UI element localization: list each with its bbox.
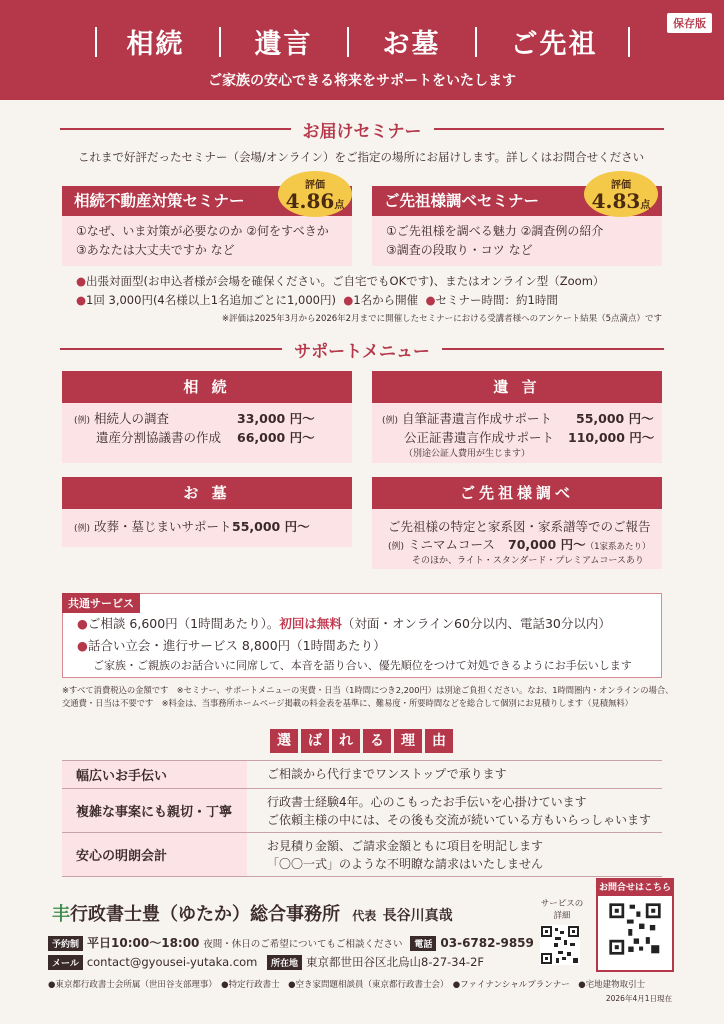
bullet-icon: ●: [425, 293, 436, 307]
menu-unit: （1家系あたり）: [585, 542, 651, 552]
service-qr-label-line: サービスの: [540, 899, 584, 909]
divider: [219, 27, 221, 57]
service-qr-label: [538, 897, 586, 921]
office-name-line: [52, 900, 453, 926]
rating-unit: 点: [334, 200, 345, 211]
reason-text: 行政書士経験4年。心のこもったお手伝いを心掛けています: [267, 795, 587, 809]
tel-link[interactable]: 03-6782-9859: [440, 936, 534, 950]
hours-label: 予約制: [48, 936, 83, 951]
seminar-box-body: [62, 216, 352, 266]
reason-key: 複雑な事案にも親切・丁寧: [62, 789, 247, 832]
rating-value: 4.86: [285, 189, 335, 213]
seminar-heading: [60, 119, 664, 142]
footnote-2: 交通費・日当は不要です ※料金は、当事務所ホームページ掲載の料金表を基準に、難易度・所要時間などを総合して個別にお見積りします（見積無料）: [62, 698, 633, 708]
seminar-box-line: ③調査の段取り・コツ など: [386, 243, 533, 257]
seminar-format-text: 出張対面型(お申込者様が会場を確保ください。ご自宅でもOKです)、またはオンライン型（Zoom）: [86, 274, 605, 288]
reasons-title-char: ば: [301, 729, 329, 753]
seminar-intro: これまで好評だったセミナー（会場/オンライン）をご指定の場所にお届けします。詳しくはお問合せください: [78, 150, 645, 164]
tag-yuigon: 遺言: [254, 29, 313, 60]
menu-item: ミニマムコース: [408, 537, 495, 552]
reason-key: 安心の明朗会計: [62, 833, 247, 876]
reason-text: ご依頼主様の中には、その後も交流が続いている方もいらっしゃいます: [267, 813, 652, 827]
header-subtitle: ご家族の安心できる将来をサポートをいたします: [208, 73, 516, 89]
reason-text: 「〇〇一式」のような不明瞭な請求はいたしません: [267, 857, 544, 871]
menu-item: 遺産分割協議書の作成: [96, 430, 222, 445]
menu-title: 相 続: [62, 371, 352, 403]
support-title: サポートメニュー: [294, 341, 430, 362]
address-label: 所在地: [267, 955, 302, 970]
menu-row: [74, 409, 169, 427]
reason-row: [62, 789, 662, 833]
reasons-title-char: る: [363, 729, 391, 753]
reasons-title: [270, 729, 453, 753]
reason-row: [62, 761, 662, 789]
issue-date: 2026年4月1日現在: [605, 994, 672, 1003]
seminar-info-format: [76, 273, 604, 289]
menu-price: 110,000 円～: [568, 430, 655, 445]
reason-text: お見積り金額、ご請求金額ともに項目を明記します: [267, 839, 544, 853]
header-banner: [0, 0, 724, 100]
example-label: (例): [382, 416, 399, 426]
menu-yuigon: [372, 371, 662, 463]
menu-title: 遺 言: [372, 371, 662, 403]
seminar-time-text: セミナー時間：約1時間: [435, 293, 558, 307]
menu-row: [388, 535, 495, 553]
menu-note: そのほか、ライト・スタンダード・プレミアムコースあり: [412, 556, 644, 566]
common-line-desc: ご家族・ご親族のお話合いに同席して、本音を語り合い、優先順位をつけて対処できるようにお手伝いします: [93, 659, 632, 672]
contact-qr-label: お問合せはこちら: [598, 880, 672, 896]
bullet-icon: ●: [77, 616, 88, 631]
mail-link[interactable]: contact@gyousei-yutaka.com: [86, 955, 258, 969]
consult-conditions: （対面・オンライン60分以内、電話30分以内）: [341, 616, 611, 631]
keep-badge: 保存版: [667, 13, 712, 33]
menu-price: 70,000 円～: [508, 537, 586, 552]
bullet-icon: ●: [76, 293, 87, 307]
mail-line: [48, 954, 484, 970]
affiliations: ●東京都行政書士会所属（世田谷支部理事） ●特定行政書士 ●空き家問題相談員（東京都行政書士会） ●ファイナンシャルプランナー ●宅地建物取引士: [48, 980, 646, 990]
menu-souzoku: [62, 371, 352, 463]
free-first-label: 初回は無料: [279, 616, 342, 631]
example-label: (例): [74, 416, 91, 426]
office-name: 行政書士豊（ゆたか）総合事務所: [70, 904, 340, 925]
menu-price-wrap: [508, 535, 651, 553]
service-qr-code[interactable]: [540, 925, 580, 965]
menu-desc: ご先祖様の特定と家系図・家系譜等でのご報告: [388, 519, 651, 534]
seminar-price-text: 1回 3,000円(4名様以上1名追加ごとに1,000円): [86, 293, 336, 307]
tel-label: 電話: [410, 936, 436, 951]
qr-icon: [608, 902, 662, 956]
menu-price: 55,000 円～: [576, 411, 654, 426]
hours-value: 平日10:00～18:00: [87, 936, 200, 950]
divider: [475, 27, 477, 57]
bullet-icon: ●: [343, 293, 354, 307]
rating-badge: [278, 171, 352, 217]
seminar-box-title: ご先祖様調べセミナー: [372, 186, 662, 216]
seminar-info-price: [76, 292, 558, 308]
menu-item: 公正証書遺言作成サポート: [404, 430, 555, 445]
seminar-box-body: [372, 216, 662, 266]
hours-note: 夜間・休日のご希望についてもご相談ください: [203, 939, 403, 950]
reason-row: [62, 833, 662, 877]
divider: [95, 27, 97, 57]
reason-text: ご相談から代行までワンストップで承ります: [267, 767, 507, 781]
hours-line: [48, 934, 534, 951]
rating-badge: [584, 171, 658, 217]
header-tags: [0, 22, 724, 61]
seminar-note: ※評価は2025年3月から2026年2月までに開催したセミナーにおける受講者様へのアンケート結果（5点満点）です: [221, 314, 662, 324]
contact-qr-code[interactable]: [608, 902, 662, 956]
common-services: [62, 593, 662, 678]
menu-note: （別途公証人費用が生じます）: [404, 449, 531, 459]
reasons-table: [62, 760, 662, 877]
common-line-meeting: [77, 636, 386, 654]
menu-senzo: [372, 477, 662, 569]
rating-label: 評価: [305, 180, 325, 191]
reasons-title-char: れ: [332, 729, 360, 753]
reason-key: 幅広いお手伝い: [62, 761, 247, 788]
rep-name: 長谷川真哉: [382, 908, 453, 924]
reason-value: [267, 789, 662, 833]
rating-unit: 点: [640, 200, 651, 211]
meeting-service: 話合い立会・進行サービス 8,800円（1時間あたり）: [87, 638, 386, 653]
menu-ohaka: [62, 477, 352, 547]
address-value: 東京都世田谷区北烏山8-27-34-2F: [306, 955, 485, 969]
reason-value: [267, 833, 662, 877]
seminar-min-text: 1名から開催: [353, 293, 419, 307]
qr-icon: [540, 925, 580, 965]
common-tag: 共通サービス: [62, 593, 140, 613]
rating-label: 評価: [611, 180, 631, 191]
seminar-box-line: ①ご先祖様を調べる魅力 ②調査例の紹介: [386, 224, 604, 238]
reasons-title-char: 選: [270, 729, 298, 753]
divider: [60, 128, 291, 130]
rep-label: 代表: [352, 909, 377, 923]
reason-value: [267, 761, 662, 787]
office-logo-icon: 丰: [52, 904, 70, 925]
tag-senzo: ご先祖: [510, 29, 598, 60]
menu-price: 33,000 円～: [237, 411, 315, 426]
contact-qr-box: [596, 878, 674, 972]
divider: [434, 128, 665, 130]
tag-ohaka: お墓: [382, 29, 441, 60]
common-line-consult: [77, 614, 611, 632]
rating-value: 4.83: [591, 189, 641, 213]
seminar-box-line: ③あなたは大丈夫ですか など: [76, 243, 235, 257]
seminar-box-line: ①なぜ、いま対策が必要なのか ②何をすべきか: [76, 224, 329, 238]
seminar-box-title: 相続不動産対策セミナー: [62, 186, 352, 216]
menu-item: 改葬・墓じまいサポート: [94, 519, 232, 534]
reasons-title-char: 理: [394, 729, 422, 753]
divider: [347, 27, 349, 57]
tag-souzoku: 相続: [126, 29, 185, 60]
bullet-icon: ●: [76, 274, 87, 288]
menu-price: 66,000 円～: [237, 430, 315, 445]
example-label: (例): [388, 542, 405, 552]
support-heading: [60, 339, 664, 362]
menu-row: [74, 517, 232, 535]
reasons-title-char: 由: [425, 729, 453, 753]
consult-price: ご相談 6,600円（1時間あたり）。: [87, 616, 280, 631]
divider: [442, 348, 664, 350]
mail-label: メール: [48, 955, 83, 970]
menu-price: 55,000 円～: [232, 519, 310, 534]
example-label: (例): [74, 524, 91, 534]
seminar-title: お届けセミナー: [302, 121, 422, 142]
menu-item: 相続人の調査: [94, 411, 170, 426]
service-qr-label-line: 詳細: [553, 911, 571, 921]
bullet-icon: ●: [77, 638, 88, 653]
divider: [60, 348, 282, 350]
menu-title: お 墓: [62, 477, 352, 509]
menu-row: [382, 409, 552, 427]
menu-item: 自筆証書遺言作成サポート: [402, 411, 553, 426]
menu-title: ご先祖様調べ: [372, 477, 662, 509]
footnote-1: ※すべて消費税込の金額です ※セミナー、サポートメニューの実費・日当（1時間につき2,200円）は別途ご負担ください。なお、1時間圏内・オンラインの場合、: [62, 685, 674, 695]
divider: [628, 27, 630, 57]
